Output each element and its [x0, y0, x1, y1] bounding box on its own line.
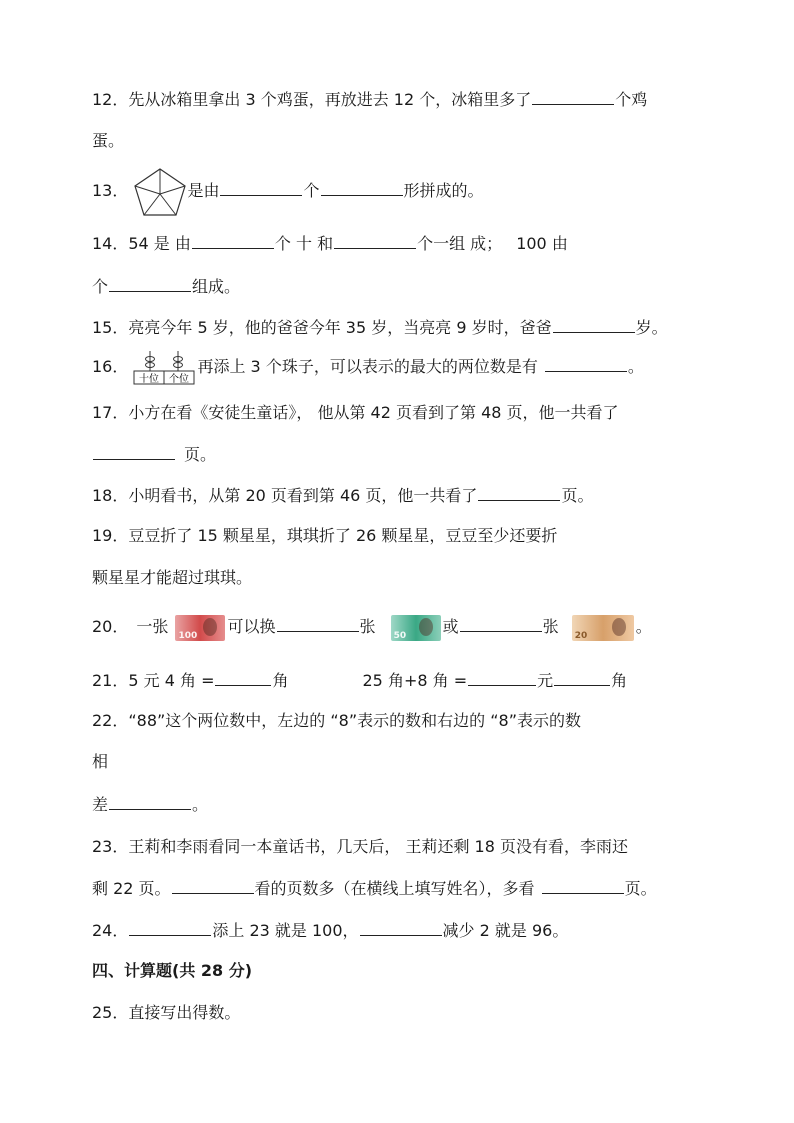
answer-blank[interactable]: [478, 484, 560, 501]
q14-cont-a: 个: [92, 277, 109, 296]
q12-text: 12．先从冰箱里拿出 3 个鸡蛋，再放进去 12 个，冰箱里多了: [92, 90, 532, 109]
answer-blank[interactable]: [109, 275, 191, 292]
q24-b: 减少 2 就是 96。: [442, 921, 569, 940]
answer-blank[interactable]: [554, 669, 610, 686]
q20-f: 。: [635, 617, 652, 636]
question-13: [92, 166, 484, 217]
answer-blank[interactable]: [220, 179, 302, 196]
question-18: [92, 484, 593, 507]
q20-a: 一张: [136, 617, 169, 636]
answer-blank[interactable]: [277, 615, 359, 632]
abacus-ones-label: 个位: [169, 373, 190, 385]
q13-num: 13．: [92, 181, 129, 200]
q22-text: 22．“88”这个两位数中，左边的 “8”表示的数和右边的 “8”表示的数: [92, 711, 581, 730]
q14-c: 100 由: [516, 234, 568, 253]
q12-cont: 蛋。: [92, 131, 125, 150]
answer-blank[interactable]: [542, 877, 624, 894]
question-25: [92, 1002, 240, 1024]
answer-blank[interactable]: [129, 919, 211, 936]
question-15: [92, 316, 668, 339]
section-title: [92, 960, 252, 982]
answer-blank[interactable]: [93, 443, 175, 460]
q21-e: 角: [611, 671, 628, 690]
q22-cont1: 相: [92, 752, 109, 771]
answer-blank[interactable]: [360, 919, 442, 936]
q14-text: 14．54 是 由: [92, 234, 191, 253]
q14-b: 个一组 成；: [417, 234, 503, 253]
q17-text: 17．小方在看《安徒生童话》， 他从第 42 页看到了第 48 页，他一共看了: [92, 403, 619, 422]
question-14: [92, 232, 568, 255]
bill-100-value: 100: [178, 630, 198, 641]
question-17-cont: [92, 443, 216, 466]
q21-b: 角: [272, 671, 289, 690]
bill-50-value: 50: [393, 630, 407, 641]
q12-tail: 个鸡: [615, 90, 648, 109]
answer-blank[interactable]: [109, 793, 191, 810]
q16-tail: 。: [627, 357, 644, 376]
abacus-icon: [133, 351, 195, 385]
q21-c: 25 角+8 角 =: [362, 671, 468, 690]
question-24: [92, 919, 568, 942]
bill-20-value: 20: [574, 630, 588, 641]
q20-e: 张: [542, 617, 559, 636]
q17-cont: 页。: [184, 445, 217, 464]
q19-cont: 颗星星才能超过琪琪。: [92, 568, 253, 587]
q21-d: 元: [537, 671, 554, 690]
answer-blank[interactable]: [334, 232, 416, 249]
question-22-cont1: [92, 751, 108, 773]
banknote-50-icon: [391, 615, 441, 641]
question-19-cont: [92, 567, 252, 589]
q23-cont-a: 剩 22 页。: [92, 879, 171, 898]
question-23: [92, 836, 628, 858]
answer-blank[interactable]: [553, 316, 635, 333]
banknote-20-icon: [572, 615, 634, 641]
question-19: [92, 525, 557, 547]
q19-text: 19．豆豆折了 15 颗星星，琪琪折了 26 颗星星，豆豆至少还要折: [92, 526, 558, 545]
answer-blank[interactable]: [321, 179, 403, 196]
pentagon-icon: [133, 167, 187, 217]
answer-blank[interactable]: [545, 355, 627, 372]
q23-text: 23．王莉和李雨看同一本童话书，几天后， 王莉还剩 18 页没有看，李雨还: [92, 837, 628, 856]
abacus-tens-label: 十位: [139, 373, 160, 385]
question-14-cont: [92, 275, 240, 298]
q18-text: 18．小明看书，从第 20 页看到第 46 页，他一共看了: [92, 486, 478, 505]
answer-blank[interactable]: [468, 669, 536, 686]
q13-c: 形拼成的。: [403, 181, 484, 200]
q20-c: 张: [359, 617, 376, 636]
q15-text: 15．亮亮今年 5 岁，他的爸爸今年 35 岁，当亮亮 9 岁时，爸爸: [92, 318, 552, 337]
answer-blank[interactable]: [215, 669, 271, 686]
answer-blank[interactable]: [172, 877, 254, 894]
q20-d: 或: [442, 617, 459, 636]
question-22: [92, 710, 581, 732]
answer-blank[interactable]: [192, 232, 274, 249]
q24-a: 添上 23 就是 100，: [212, 921, 359, 940]
q14-a: 个 十 和: [274, 234, 334, 253]
q21-a: 21．5 元 4 角 =: [92, 671, 215, 690]
banknote-100-icon: [175, 615, 225, 641]
answer-blank[interactable]: [532, 88, 614, 105]
q20-num: 20．: [92, 617, 129, 636]
q20-b: 可以换: [227, 617, 276, 636]
answer-blank[interactable]: [460, 615, 542, 632]
q25-text: 25．直接写出得数。: [92, 1003, 241, 1022]
question-12: [92, 88, 647, 111]
q13-b: 个: [303, 181, 320, 200]
question-17: [92, 402, 619, 424]
q22-tail: 。: [192, 795, 209, 814]
q15-tail: 岁。: [635, 318, 668, 337]
q23-cont-c: 页。: [624, 879, 657, 898]
q22-cont2: 差: [92, 795, 109, 814]
question-12-cont: [92, 130, 124, 152]
q16-num: 16．: [92, 357, 129, 376]
q23-cont-b: 看的页数多（在横线上填写姓名），多看: [254, 879, 535, 898]
q14-cont-b: 组成。: [192, 277, 241, 296]
q18-tail: 页。: [561, 486, 594, 505]
section-4-title: 四、计算题(共 28 分): [92, 961, 253, 980]
question-22-cont2: [92, 793, 208, 816]
question-16: [92, 350, 644, 385]
q16-text: 再添上 3 个珠子，可以表示的最大的两位数是有: [197, 357, 538, 376]
q24-num: 24．: [92, 921, 129, 940]
q13-a: 是由: [187, 181, 220, 200]
question-21: [92, 669, 627, 692]
question-20: [92, 612, 652, 642]
question-23-cont: [92, 877, 657, 900]
